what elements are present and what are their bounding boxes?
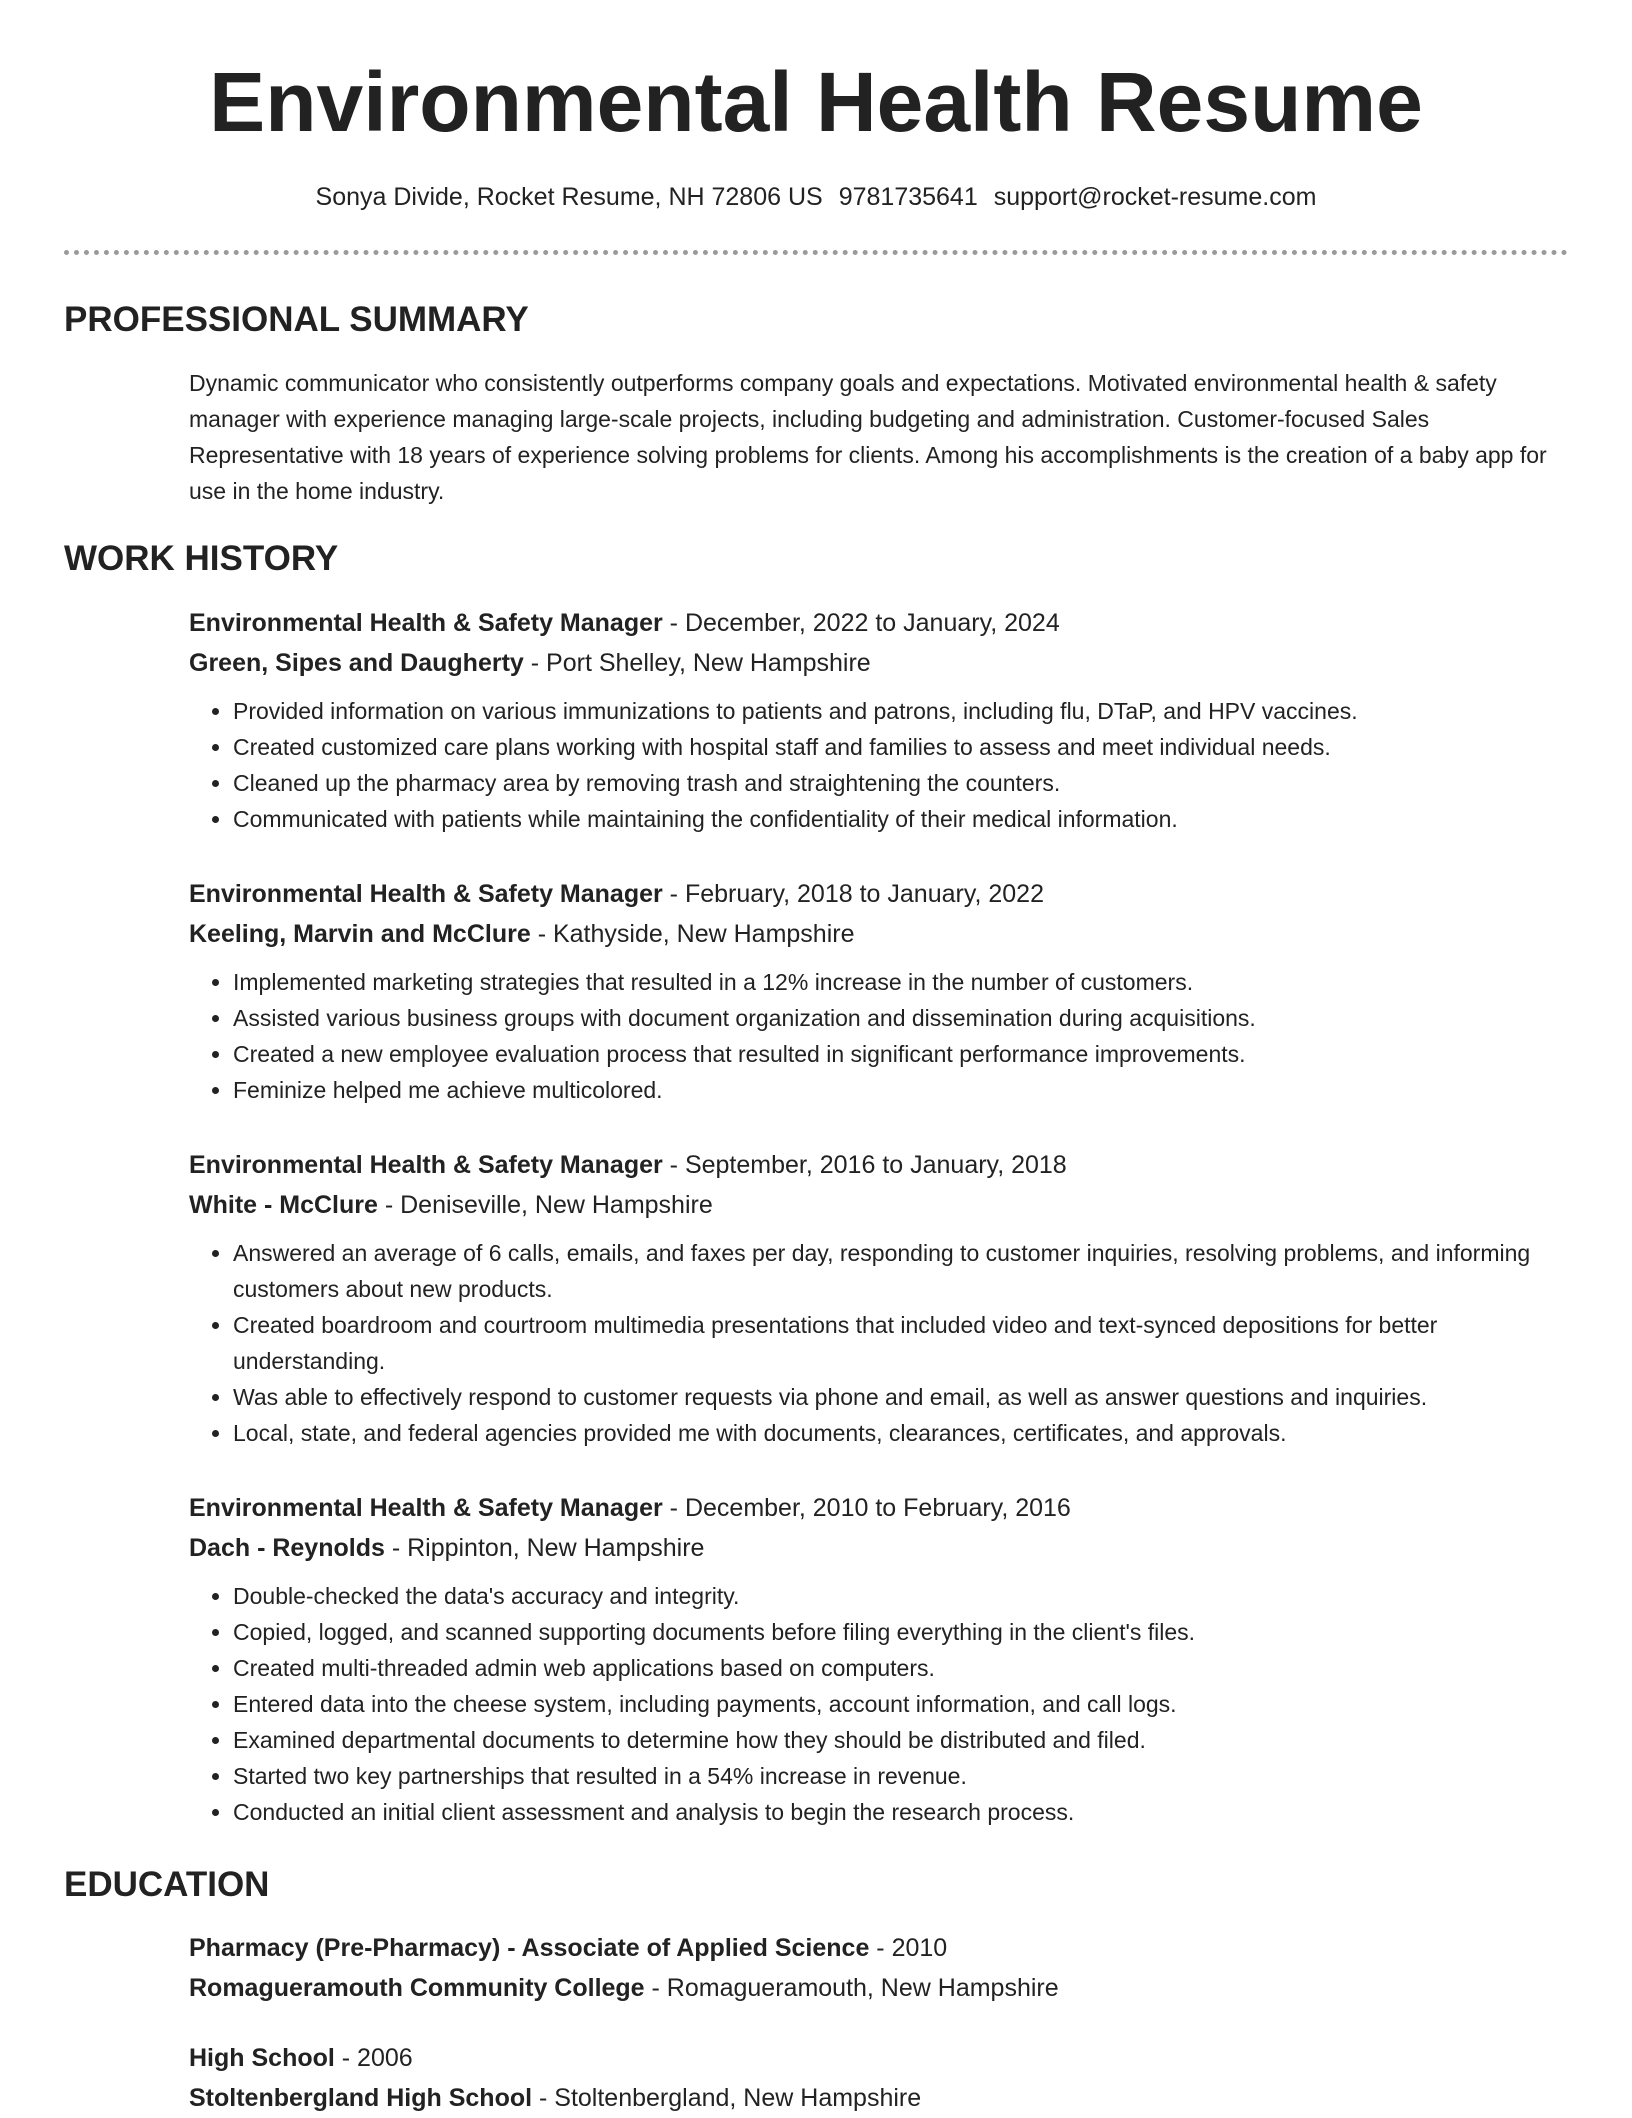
job-company-line	[189, 1185, 1569, 1225]
job-dates: - September, 2016 to January, 2018	[662, 1151, 1067, 1179]
education-location: - Stoltenbergland, New Hampshire	[532, 2084, 922, 2112]
section-title-summary: PROFESSIONAL SUMMARY	[64, 300, 529, 339]
job-bullet: • Examined departmental documents to determine how they should be distributed and filed.	[233, 1722, 1569, 1758]
job-company: Green, Sipes and Daugherty	[189, 649, 524, 677]
job-entry	[189, 1145, 1569, 1451]
job-bullets	[189, 1235, 1569, 1451]
job-bullet: • Entered data into the cheese system, including payments, account information, and call logs.	[233, 1686, 1569, 1722]
education-school-line	[189, 2078, 1569, 2118]
job-bullet: • Created customized care plans working with hospital staff and families to assess and meet individual needs.	[233, 729, 1569, 765]
job-bullets	[189, 964, 1569, 1108]
job-location: - Rippinton, New Hampshire	[384, 1534, 705, 1562]
job-bullets	[189, 693, 1569, 837]
job-location: - Kathyside, New Hampshire	[530, 920, 855, 948]
job-bullet: • Provided information on various immunizations to patients and patrons, including flu, DTaP, and HPV vaccines.	[233, 693, 1569, 729]
education-degree-line	[189, 1928, 1569, 1968]
job-bullet: • Created a new employee evaluation process that resulted in significant performance improvements.	[233, 1036, 1569, 1072]
job-company-line	[189, 1528, 1569, 1568]
summary-text: Dynamic communicator who consistently outperforms company goals and expectations. Motivated environmental health & safety manager with experience managing large-scale projects, including budgeting and administration. Customer-focused Sales Representative with 18 years of experience solving problems for clients. Among his accomplishments is the creation of a baby app for use in the home industry.	[189, 370, 1547, 504]
job-bullet: • Created boardroom and courtroom multimedia presentations that included video and text-synced depositions for better understanding.	[233, 1307, 1569, 1379]
education-location: - Romagueramouth, New Hampshire	[644, 1974, 1059, 2002]
job-bullet: • Started two key partnerships that resulted in a 54% increase in revenue.	[233, 1758, 1569, 1794]
job-title-line	[189, 874, 1569, 914]
education-entry	[189, 2038, 1569, 2118]
job-bullet: • Was able to effectively respond to customer requests via phone and email, as well as answer questions and inquiries.	[233, 1379, 1569, 1415]
job-company: White - McClure	[189, 1191, 378, 1219]
job-company-line	[189, 643, 1569, 683]
job-title-line	[189, 603, 1569, 643]
job-bullet: • Assisted various business groups with document organization and dissemination during acquisitions.	[233, 1000, 1569, 1036]
education-degree-line	[189, 2038, 1569, 2078]
job-company: Keeling, Marvin and McClure	[189, 920, 531, 948]
job-location: - Port Shelley, New Hampshire	[523, 649, 871, 677]
education-school-line	[189, 1968, 1569, 2008]
job-dates: - December, 2022 to January, 2024	[662, 609, 1060, 637]
job-bullet: • Copied, logged, and scanned supporting documents before filing everything in the client's files.	[233, 1614, 1569, 1650]
education-entry	[189, 1928, 1569, 2008]
header-divider	[64, 250, 1568, 255]
section-title-work-history: WORK HISTORY	[64, 539, 339, 578]
job-title: Environmental Health & Safety Manager	[189, 609, 663, 637]
job-bullet: • Answered an average of 6 calls, emails, and faxes per day, responding to customer inquiries, resolving problems, and informing customers about new products.	[233, 1235, 1569, 1307]
resume-title: Environmental Health Resume	[209, 55, 1423, 149]
job-bullet: • Double-checked the data's accuracy and integrity.	[233, 1578, 1569, 1614]
job-bullet: • Implemented marketing strategies that resulted in a 12% increase in the number of customers.	[233, 964, 1569, 1000]
education-year: - 2006	[334, 2044, 413, 2072]
job-title: Environmental Health & Safety Manager	[189, 880, 663, 908]
job-location: - Deniseville, New Hampshire	[377, 1191, 713, 1219]
job-dates: - December, 2010 to February, 2016	[662, 1494, 1071, 1522]
job-bullet: • Cleaned up the pharmacy area by removing trash and straightening the counters.	[233, 765, 1569, 801]
job-bullet: • Conducted an initial client assessment and analysis to begin the research process.	[233, 1794, 1569, 1830]
job-entry	[189, 603, 1569, 837]
education-school: Stoltenbergland High School	[189, 2084, 533, 2112]
contact-email: support@rocket-resume.com	[993, 183, 1317, 211]
contact-phone: 9781735641	[838, 183, 978, 211]
job-title-line	[189, 1145, 1569, 1185]
job-bullet: • Local, state, and federal agencies provided me with documents, clearances, certificates, and approvals.	[233, 1415, 1569, 1451]
job-bullets	[189, 1578, 1569, 1830]
job-entry	[189, 1488, 1569, 1830]
contact-info	[0, 180, 1632, 214]
education-degree: Pharmacy (Pre-Pharmacy) - Associate of Applied Science	[189, 1934, 870, 1962]
education-year: - 2010	[869, 1934, 948, 1962]
job-title-line	[189, 1488, 1569, 1528]
job-company-line	[189, 914, 1569, 954]
job-entry	[189, 874, 1569, 1108]
job-dates: - February, 2018 to January, 2022	[662, 880, 1044, 908]
job-bullet: • Communicated with patients while maintaining the confidentiality of their medical information.	[233, 801, 1569, 837]
education-degree: High School	[189, 2044, 335, 2072]
contact-address: Sonya Divide, Rocket Resume, NH 72806 US	[315, 183, 823, 211]
section-title-education: EDUCATION	[64, 1865, 270, 1904]
job-bullet: • Feminize helped me achieve multicolored.	[233, 1072, 1569, 1108]
job-title: Environmental Health & Safety Manager	[189, 1151, 663, 1179]
job-bullet: • Created multi-threaded admin web applications based on computers.	[233, 1650, 1569, 1686]
education-school: Romagueramouth Community College	[189, 1974, 645, 2002]
job-title: Environmental Health & Safety Manager	[189, 1494, 663, 1522]
job-company: Dach - Reynolds	[189, 1534, 385, 1562]
